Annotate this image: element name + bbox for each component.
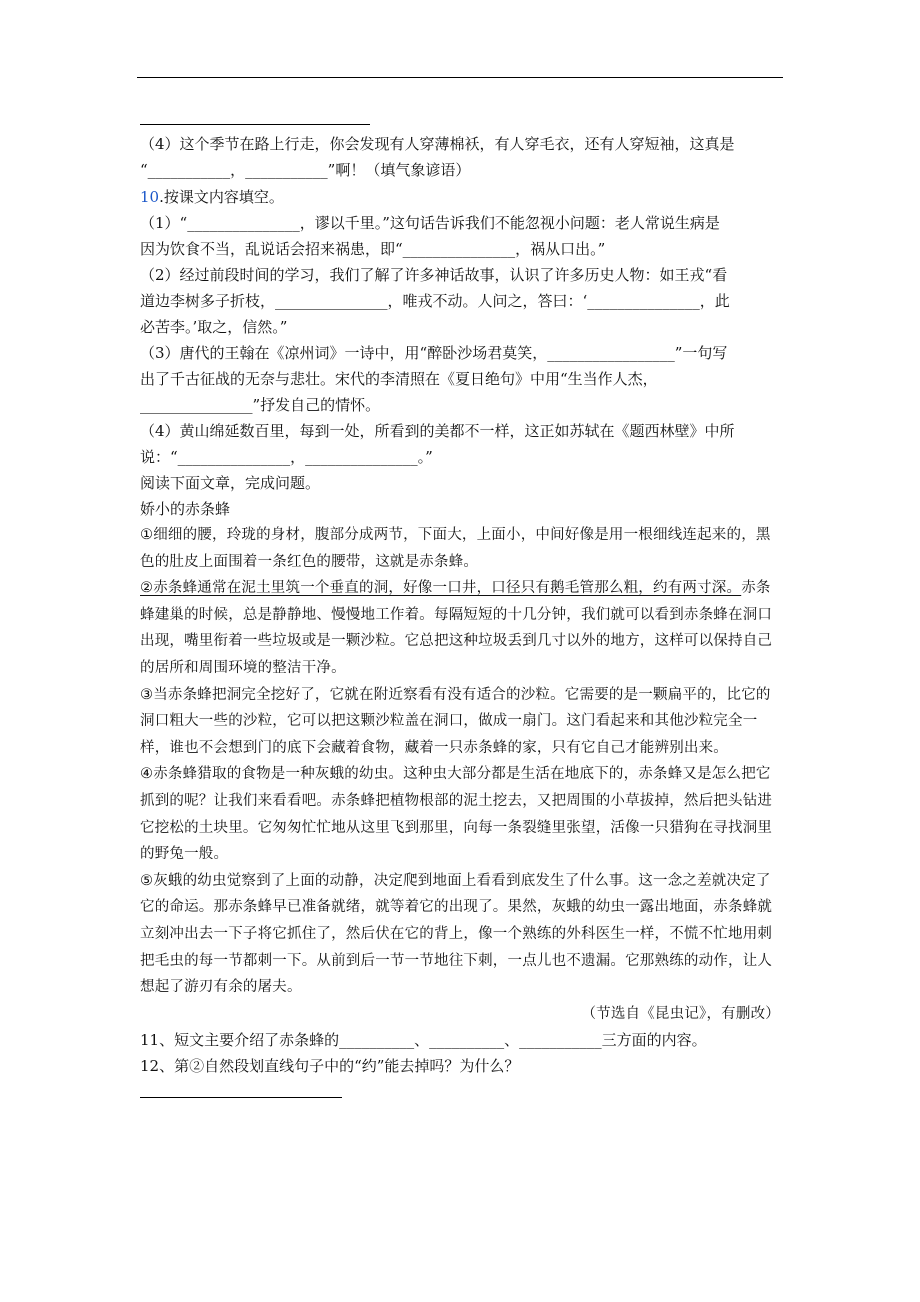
q10-item4-line2: 说：“_______________，_______________。” xyxy=(140,448,433,466)
q10-item3-line2: 出了千古征战的无奈与悲壮。宋代的李清照在《夏日绝句》中用“生当作人杰， xyxy=(140,370,658,388)
answer-blank-line xyxy=(140,124,370,125)
header-rule xyxy=(137,77,783,78)
q10-item2-line1: （2）经过前段时间的学习，我们了解了许多神话故事，认识了许多历史人物：如王戎“看 xyxy=(140,266,728,284)
q12-text: 12、第②自然段划直线句子中的“约”能去掉吗？为什么？ xyxy=(140,1057,520,1076)
paragraph-2-rest: 赤条蜂建巢的时候，总是静静地、慢慢地工作着。每隔短短的十几分钟，我们就可以看到赤条蜂在洞口出现，嘴里衔着一些垃圾或是一颗沙粒。它总把这种垃圾丢到几寸以外的地方，这样可以保持自己的居所和周围环境的整洁干净。 xyxy=(140,580,773,676)
q10-item4-line1: （4）黄山绵延数百里，每到一处，所看到的美都不一样，这正如苏轼在《题西林壁》中所 xyxy=(140,422,735,440)
article-paragraph-1: ①细细的腰，玲珑的身材，腹部分成两节，下面大，上面小，中间好像是用一根细线连起来的，黑色的肚皮上面围着一条红色的腰带，这就是赤条蜂。 xyxy=(140,527,771,570)
article-paragraph-5: ⑤灰蛾的幼虫觉察到了上面的动静，决定爬到地面上看看到底发生了什么事。这一念之差就决定了它的命运。那赤条蜂早已准备就绪，就等着它的出现了。果然，灰蛾的幼虫一露出地面，赤条蜂就立刻冲出去一下子将它抓住了，然后伏在它的背上，像一个熟练的外科医生一样，不慌不忙地用刺把毛虫的每一节都刺一下。从前到后一节一节地往下刺，一点儿也不遗漏。它那熟练的动作，让人想起了游刃有余的屠夫。 xyxy=(140,872,773,996)
q10-item2-line2: 道边李树多子折枝，_______________，唯戎不动。人问之，答曰：‘_______________，此 xyxy=(140,292,730,310)
q9-item4-line1: （4）这个季节在路上行走，你会发现有人穿薄棉袄，有人穿毛衣，还有人穿短袖，这真是 xyxy=(140,135,735,153)
article-paragraph-4: ④赤条蜂猎取的食物是一种灰蛾的幼虫。这种虫大部分都是生活在地底下的，赤条蜂又是怎么把它抓到的呢？让我们来看看吧。赤条蜂把植物根部的泥土挖去，又把周围的小草拔掉，然后把头钻进它挖松的土块里。它匆匆忙忙地从这里飞到那里，向每一条裂缝里张望，活像一只猎狗在寻找洞里的野兔一般。 xyxy=(140,766,773,863)
q10-item2-line3: 必苦李。’取之，信然。” xyxy=(140,318,288,336)
reading-instruction: 阅读下面文章，完成问题。 xyxy=(140,474,321,492)
q9-item4-line2: “___________，___________”啊！（填气象谚语） xyxy=(140,161,471,179)
q10-item1-line1: （1）“_______________，谬以千里。”这句话告诉我们不能忽视小问题：老人常说生病是 xyxy=(140,214,720,232)
article-source: （节选自《昆虫记》，有删改） xyxy=(581,1005,780,1022)
q11-text: 11、短文主要介绍了赤条蜂的__________、__________、___________三方面的内容。 xyxy=(140,1031,707,1050)
answer-blank-line-bottom xyxy=(140,1097,342,1098)
q10-item1-line2: 因为饮食不当，乱说话会招来祸患，即“_______________，祸从口出。” xyxy=(140,240,606,258)
document-page xyxy=(140,110,780,1098)
q10-title: .按课文内容填空。 xyxy=(159,188,284,206)
article-paragraph-3: ③当赤条蜂把洞完全挖好了，它就在附近察看有没有适合的沙粒。它需要的是一颗扁平的，比它的洞口粗大一些的沙粒，它可以把这颗沙粒盖在洞口，做成一扇门。这门看起来和其他沙粒完全一样，谁也不会想到门的底下会藏着食物，藏着一只赤条蜂的家，只有它自己才能辨别出来。 xyxy=(140,686,771,756)
article-paragraph-2 xyxy=(140,575,780,681)
article-title: 娇小的赤条蜂 xyxy=(140,500,231,518)
underlined-sentence: ②赤条蜂通常在泥土里筑一个垂直的洞，好像一口井，口径只有鹅毛管那么粗，约有两寸深。 xyxy=(140,580,742,597)
q10-number: 10 xyxy=(140,188,160,206)
q10-item3-line3: _______________”抒发自己的情怀。 xyxy=(140,396,381,414)
q10-item3-line1: （3）唐代的王翰在《凉州词》一诗中，用“醉卧沙场君莫笑，_________________”一句写 xyxy=(140,344,728,362)
q10-heading xyxy=(140,184,780,210)
